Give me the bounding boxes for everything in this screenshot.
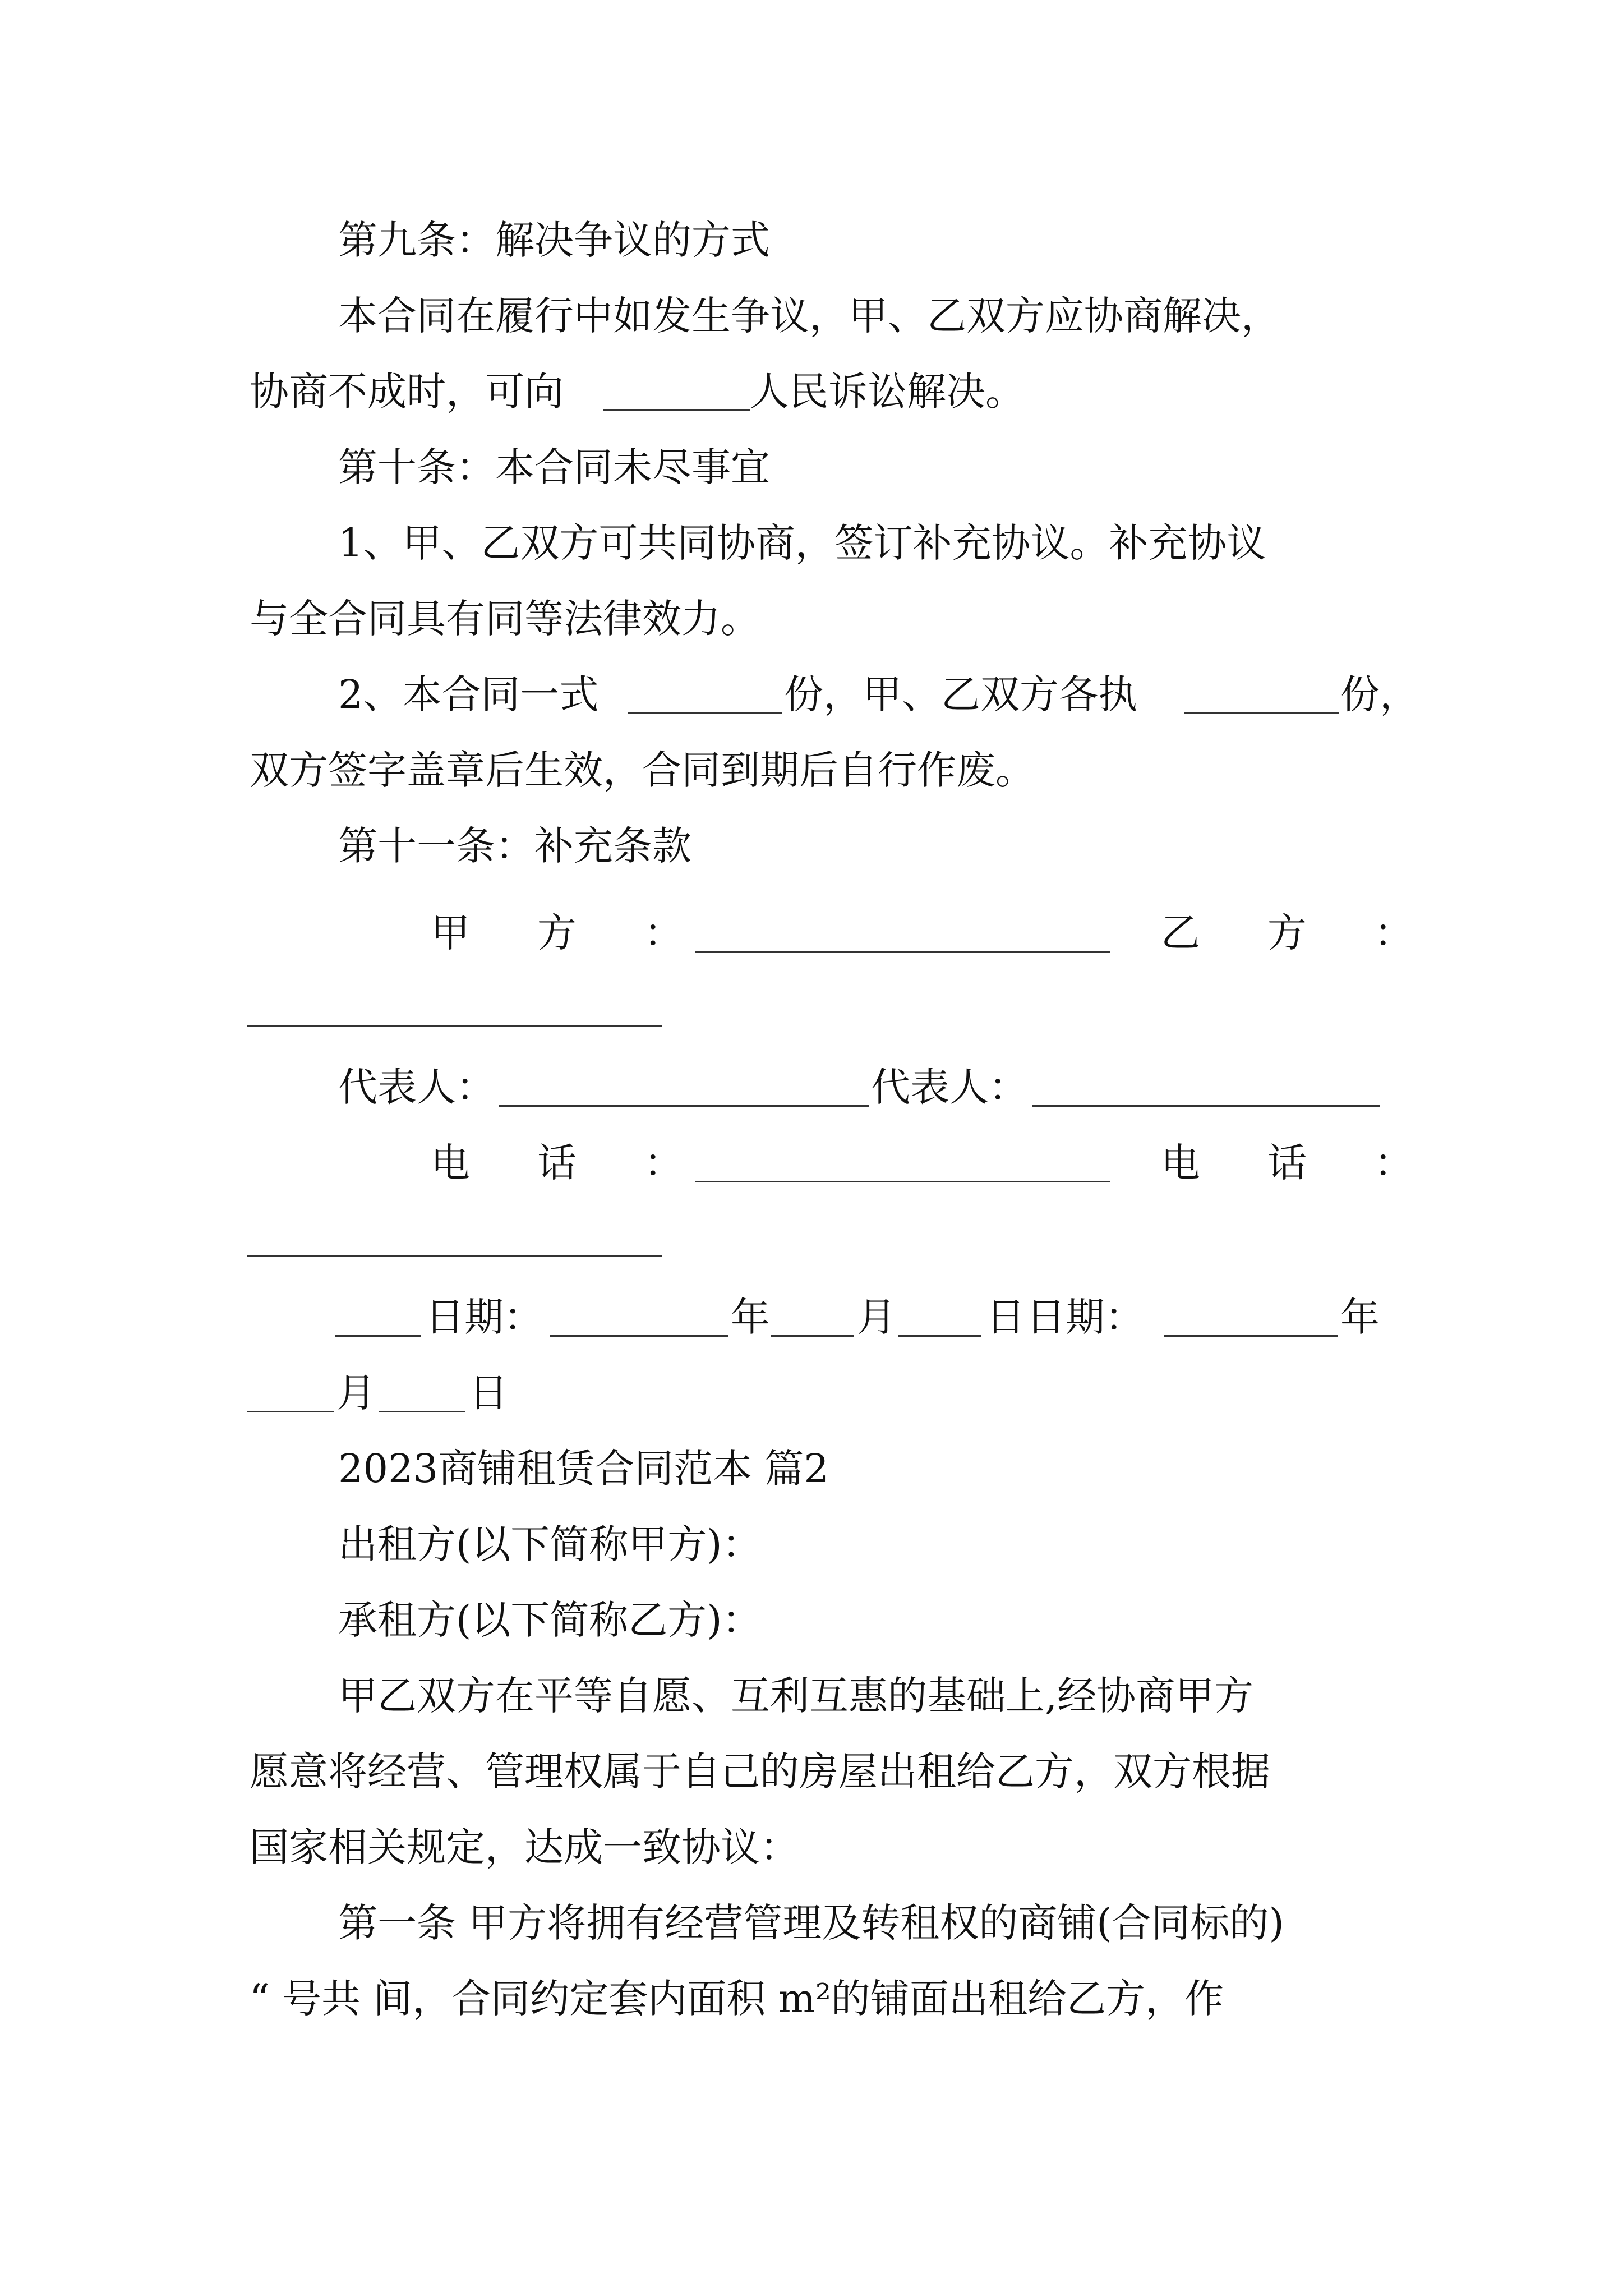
- date-a-year-label: 年: [731, 1294, 770, 1340]
- court-blank: [603, 409, 750, 411]
- article-1-line-2: [0, 1971, 1623, 2027]
- rep-a-blank: [499, 1105, 869, 1107]
- article-9-paragraph-line-2: [0, 364, 1623, 420]
- date-b-year-blank: [1164, 1335, 1338, 1337]
- party-signature-line: [0, 905, 1623, 961]
- article-9-heading: [0, 212, 1623, 268]
- phone-a-label: 电话：: [431, 1140, 750, 1186]
- date-b-year-label: 年: [1340, 1294, 1380, 1340]
- article-9-text: 本合同在履行中如发生争议，甲、乙双方应协商解决，: [338, 293, 1280, 339]
- article-10-item-1-line-2: [0, 591, 1623, 647]
- party-b-label: 乙方：: [1161, 910, 1481, 956]
- date-line: [0, 1289, 1623, 1345]
- date-a-label: 日期：: [425, 1294, 543, 1340]
- phone-b-blank-line: [0, 1211, 1623, 1267]
- article-1-text: “ 号共 间，合同约定套内面积 m²的铺面出租给乙方，作: [250, 1976, 1224, 2022]
- phone-a-blank: [695, 1181, 1110, 1182]
- phone-b-blank: [247, 1255, 662, 1257]
- article-10-item-2-line-1: [0, 666, 1623, 723]
- article-10-item-2-line-2: [0, 742, 1623, 798]
- article-9-paragraph-line-1: [0, 288, 1623, 344]
- article-1-text: 第一条 甲方将拥有经营管理及转租权的商铺(合同标的): [338, 1900, 1284, 1946]
- party-b-blank-line: [0, 981, 1623, 1037]
- lessee-text: 承租方(以下简称乙方)：: [338, 1597, 762, 1643]
- rep-b-label: 代表人：: [871, 1064, 1028, 1110]
- date-b-day-blank: [379, 1411, 465, 1412]
- date-a-month-blank: [771, 1335, 854, 1337]
- article-9-text: 协商不成时，可向: [250, 369, 564, 415]
- date-line-2: [0, 1365, 1623, 1421]
- article-10-text: 与全合同具有同等法律效力。: [250, 596, 760, 642]
- date-b-day-label: 日: [469, 1370, 508, 1416]
- contract-2-title: [0, 1441, 1623, 1497]
- date-a-year-blank: [550, 1335, 728, 1337]
- party-a-blank: [695, 951, 1110, 953]
- copies-blank: [628, 712, 782, 714]
- date-a-prefix-blank: [335, 1335, 421, 1337]
- intro-line-2: [0, 1743, 1623, 1800]
- article-10-text: 份，: [1340, 671, 1419, 717]
- rep-a-label: 代表人：: [338, 1064, 495, 1110]
- date-b-label: 日期：: [1026, 1294, 1144, 1340]
- representative-line: [0, 1059, 1623, 1115]
- article-11-heading-text: 第十一条：补充条款: [338, 823, 691, 869]
- date-b-month-blank: [247, 1411, 334, 1412]
- party-a-label: 甲方：: [431, 910, 750, 956]
- article-9-heading-text: 第九条：解决争议的方式: [338, 217, 770, 263]
- date-a-month-label: 月: [857, 1294, 896, 1340]
- date-a-day-blank: [898, 1335, 981, 1337]
- contract-2-title-text: 2023商铺租赁合同范本 篇2: [338, 1446, 829, 1492]
- lessor-line: [0, 1516, 1623, 1572]
- intro-line-1: [0, 1668, 1623, 1724]
- rep-b-blank: [1032, 1105, 1380, 1107]
- article-10-heading-text: 第十条：本合同未尽事宜: [338, 444, 770, 490]
- lessor-text: 出租方(以下简称甲方)：: [338, 1521, 762, 1567]
- article-10-heading: [0, 439, 1623, 495]
- intro-text: 甲乙双方在平等自愿、互利互惠的基础上,经协商甲方: [338, 1673, 1254, 1719]
- article-10-text: 份，甲、乙双方各执: [784, 671, 1137, 717]
- article-11-heading: [0, 818, 1623, 874]
- intro-text: 愿意将经营、管理权属于自己的房屋出租给乙方，双方根据: [250, 1749, 1270, 1795]
- copies-each-blank: [1184, 712, 1339, 714]
- date-a-day-label: 日: [986, 1294, 1025, 1340]
- phone-b-label: 电话：: [1161, 1140, 1481, 1186]
- article-10-text: 2、本合同一式: [338, 671, 599, 717]
- party-b-blank: [247, 1025, 662, 1027]
- article-10-item-1-line-1: [0, 515, 1623, 571]
- article-1-line-1: [0, 1895, 1623, 1951]
- date-b-month-label: 月: [336, 1370, 376, 1416]
- article-10-text: 双方签字盖章后生效，合同到期后自行作废。: [250, 747, 1035, 793]
- article-10-text: 1、甲、乙双方可共同协商，签订补充协议。补充协议: [338, 520, 1266, 566]
- lessee-line: [0, 1592, 1623, 1648]
- intro-line-3: [0, 1819, 1623, 1875]
- article-9-text: 人民诉讼解决。: [750, 369, 1025, 415]
- intro-text: 国家相关规定，达成一致协议：: [250, 1824, 799, 1870]
- phone-line: [0, 1135, 1623, 1191]
